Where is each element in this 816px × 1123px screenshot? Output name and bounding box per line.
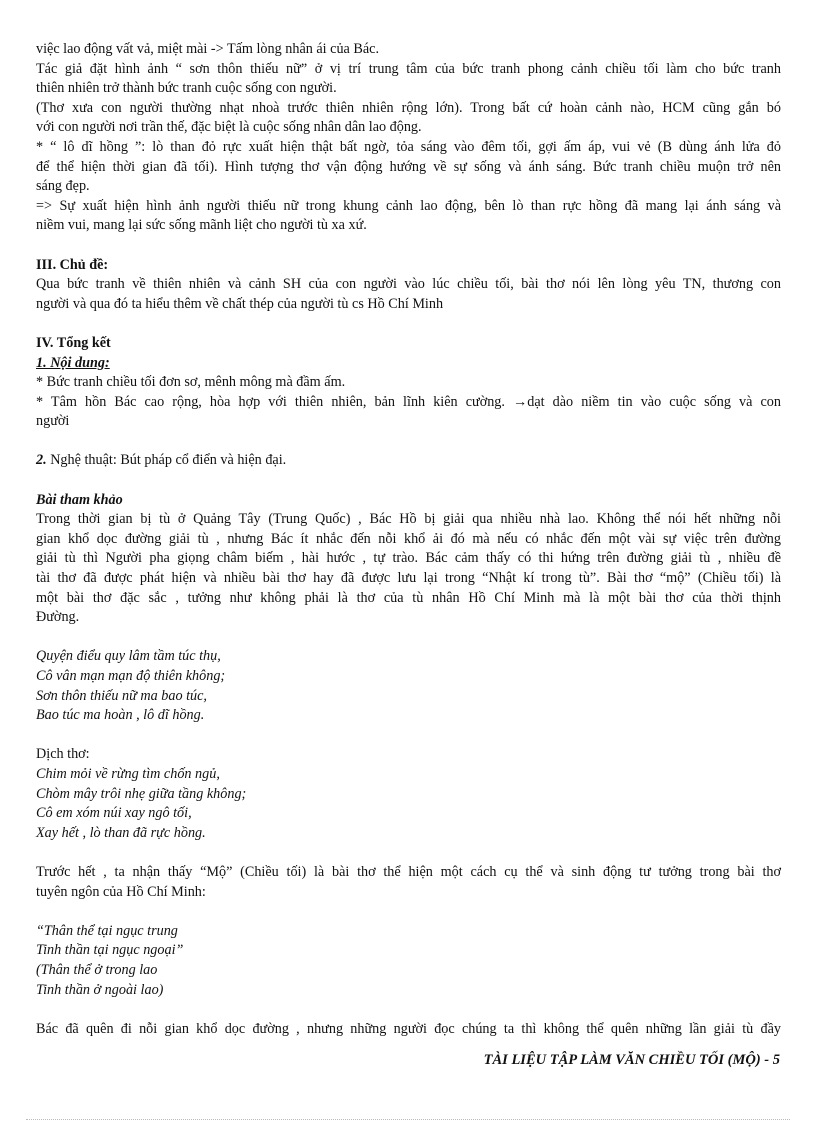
text-line: * “ lô dĩ hồng ”: lò than đỏ rực xuất hiện thật bất ngờ, tỏa sáng vào đêm tối, gợi ấm áp, vui vẻ (B dùng ánh lửa đỏ xyxy=(36,138,781,155)
poem-line: Chim mỏi về rừng tìm chốn ngủ, xyxy=(36,765,220,782)
reference-heading: Bài tham khảo xyxy=(36,491,123,508)
translation-label: Dịch thơ: xyxy=(36,746,90,763)
text-line: sáng đẹp. xyxy=(36,178,90,195)
quote-line: (Thân thể ở trong lao xyxy=(36,961,158,978)
text-line: Trong thời gian bị tù ở Quảng Tây (Trung Quốc) , Bác Hồ bị giải qua nhiều nhà lao. Không thể nói hết những nỗi xyxy=(36,511,781,528)
text-line: Bác đã quên đi nỗi gian khổ dọc đường , nhưng những người đọc chúng ta thì không thể quên những lần giải tù đầy xyxy=(36,1020,781,1037)
quote-line: Tinh thần tại ngục ngoại” xyxy=(36,942,184,959)
text-line: Tác giả đặt hình ảnh “ sơn thôn thiếu nữ” ở vị trí trung tâm của bức tranh phong cảnh chiều tối làm cho bức tranh xyxy=(36,60,781,77)
list-item: người xyxy=(36,413,70,430)
poem-line: Cô em xóm núi xay ngô tối, xyxy=(36,805,192,822)
subheading-art-text: Nghệ thuật: Bút pháp cổ điển và hiện đại. xyxy=(46,452,287,469)
text-line: (Thơ xưa con người thường nhạt nhoà trước thiên nhiên rộng lớn). Trong bất cứ hoàn cảnh nào, HCM cũng gắn bó xyxy=(36,99,781,116)
text-line: một bài thơ đặc sắc , tưởng như không phải là thơ của tù nhân Hồ Chí Minh mà là một bài thơ của thời thịnh xyxy=(36,589,781,606)
quote-line: “Thân thể tại ngục trung xyxy=(36,922,178,939)
text-line: với con người nơi trần thế, đặc biệt là cuộc sống nhân dân lao động. xyxy=(36,119,422,136)
text-line: việc lao động vất vả, miệt mài -> Tấm lòng nhân ái của Bác. xyxy=(36,41,380,57)
subheading-art-number: 2. xyxy=(36,452,47,469)
text-line: => Sự xuất hiện hình ảnh người thiếu nữ trong khung cảnh lao động, bên lò than rực hồng đã mang lại ánh sáng và xyxy=(36,197,781,214)
text-line: tuyên ngôn của Hồ Chí Minh: xyxy=(36,883,206,900)
page-footer: TÀI LIỆU TẬP LÀM VĂN CHIỀU TỐI (MỘ) - 5 xyxy=(483,1052,780,1068)
page-bottom-divider xyxy=(26,1119,790,1120)
text-line: Trước hết , ta nhận thấy “Mộ” (Chiều tối) là bài thơ thể hiện một cách cụ thể và sinh động tư tưởng trong bài thơ xyxy=(36,863,781,880)
document-body xyxy=(36,40,781,1039)
poem-line: Bao túc ma hoàn , lô dĩ hồng. xyxy=(36,707,205,724)
poem-line: Cô vân mạn mạn độ thiên không; xyxy=(36,668,226,684)
text-line: Qua bức tranh về thiên nhiên và cảnh SH của con người vào lúc chiều tối, bài thơ nói lên lòng yêu TN, thương con xyxy=(36,276,781,293)
text-line: giải tù thì Người pha giọng châm biếm , hài hước , tự trào. Bác cảm thấy có thi hứng trên đường giải tù , nhiều đề xyxy=(36,550,781,567)
poem-line: Chòm mây trôi nhẹ giữa tầng không; xyxy=(36,785,247,802)
text-line: gian khổ dọc đường giải tù , nhưng Bác ít nhắc đến nỗi khổ ải đó mà nếu có nhắc đến một vài sự việc trên đường xyxy=(36,530,781,547)
poem-line: Sơn thôn thiếu nữ ma bao túc, xyxy=(36,687,207,704)
section-heading-theme: III. Chủ đề: xyxy=(36,256,109,273)
text-line: Đường. xyxy=(36,609,80,626)
poem-line: Xay hết , lò than đã rực hồng. xyxy=(36,824,206,841)
section-heading-summary: IV. Tổng kết xyxy=(36,334,111,351)
subheading-art xyxy=(36,451,781,471)
text-line: tài thơ đã được phát hiện và nhiều bài thơ hay đã được lưu lại trong “Nhật kí trong tù”. Bài thơ “mộ” (Chiều tối) là xyxy=(36,570,781,587)
text-line: người và qua đó ta hiểu thêm về chất thép của người tù cs Hồ Chí Minh xyxy=(36,295,444,312)
text-line: thiên nhiên trở thành bức tranh cuộc sống con người. xyxy=(36,80,337,97)
list-item: * Tâm hồn Bác cao rộng, hòa hợp với thiên nhiên, bản lĩnh kiên cường. →dạt dào niềm tin vào cuộc sống và con xyxy=(36,393,781,410)
list-item: * Bức tranh chiều tối đơn sơ, mênh mông mà đầm ấm. xyxy=(36,374,346,391)
text-line: để thể hiện thời gian đã tối). Hình tượng thơ vận động hướng về sự sống và ánh sáng. Bức tranh chiều muộn trở nên xyxy=(36,158,781,175)
quote-line: Tinh thần ở ngoài lao) xyxy=(36,981,164,998)
poem-line: Quyện điểu quy lâm tầm túc thụ, xyxy=(36,648,221,665)
subheading-content: 1. Nội dung: xyxy=(36,354,110,371)
text-line: niềm vui, mang lại sức sống mãnh liệt cho người tù xa xứ. xyxy=(36,217,367,234)
